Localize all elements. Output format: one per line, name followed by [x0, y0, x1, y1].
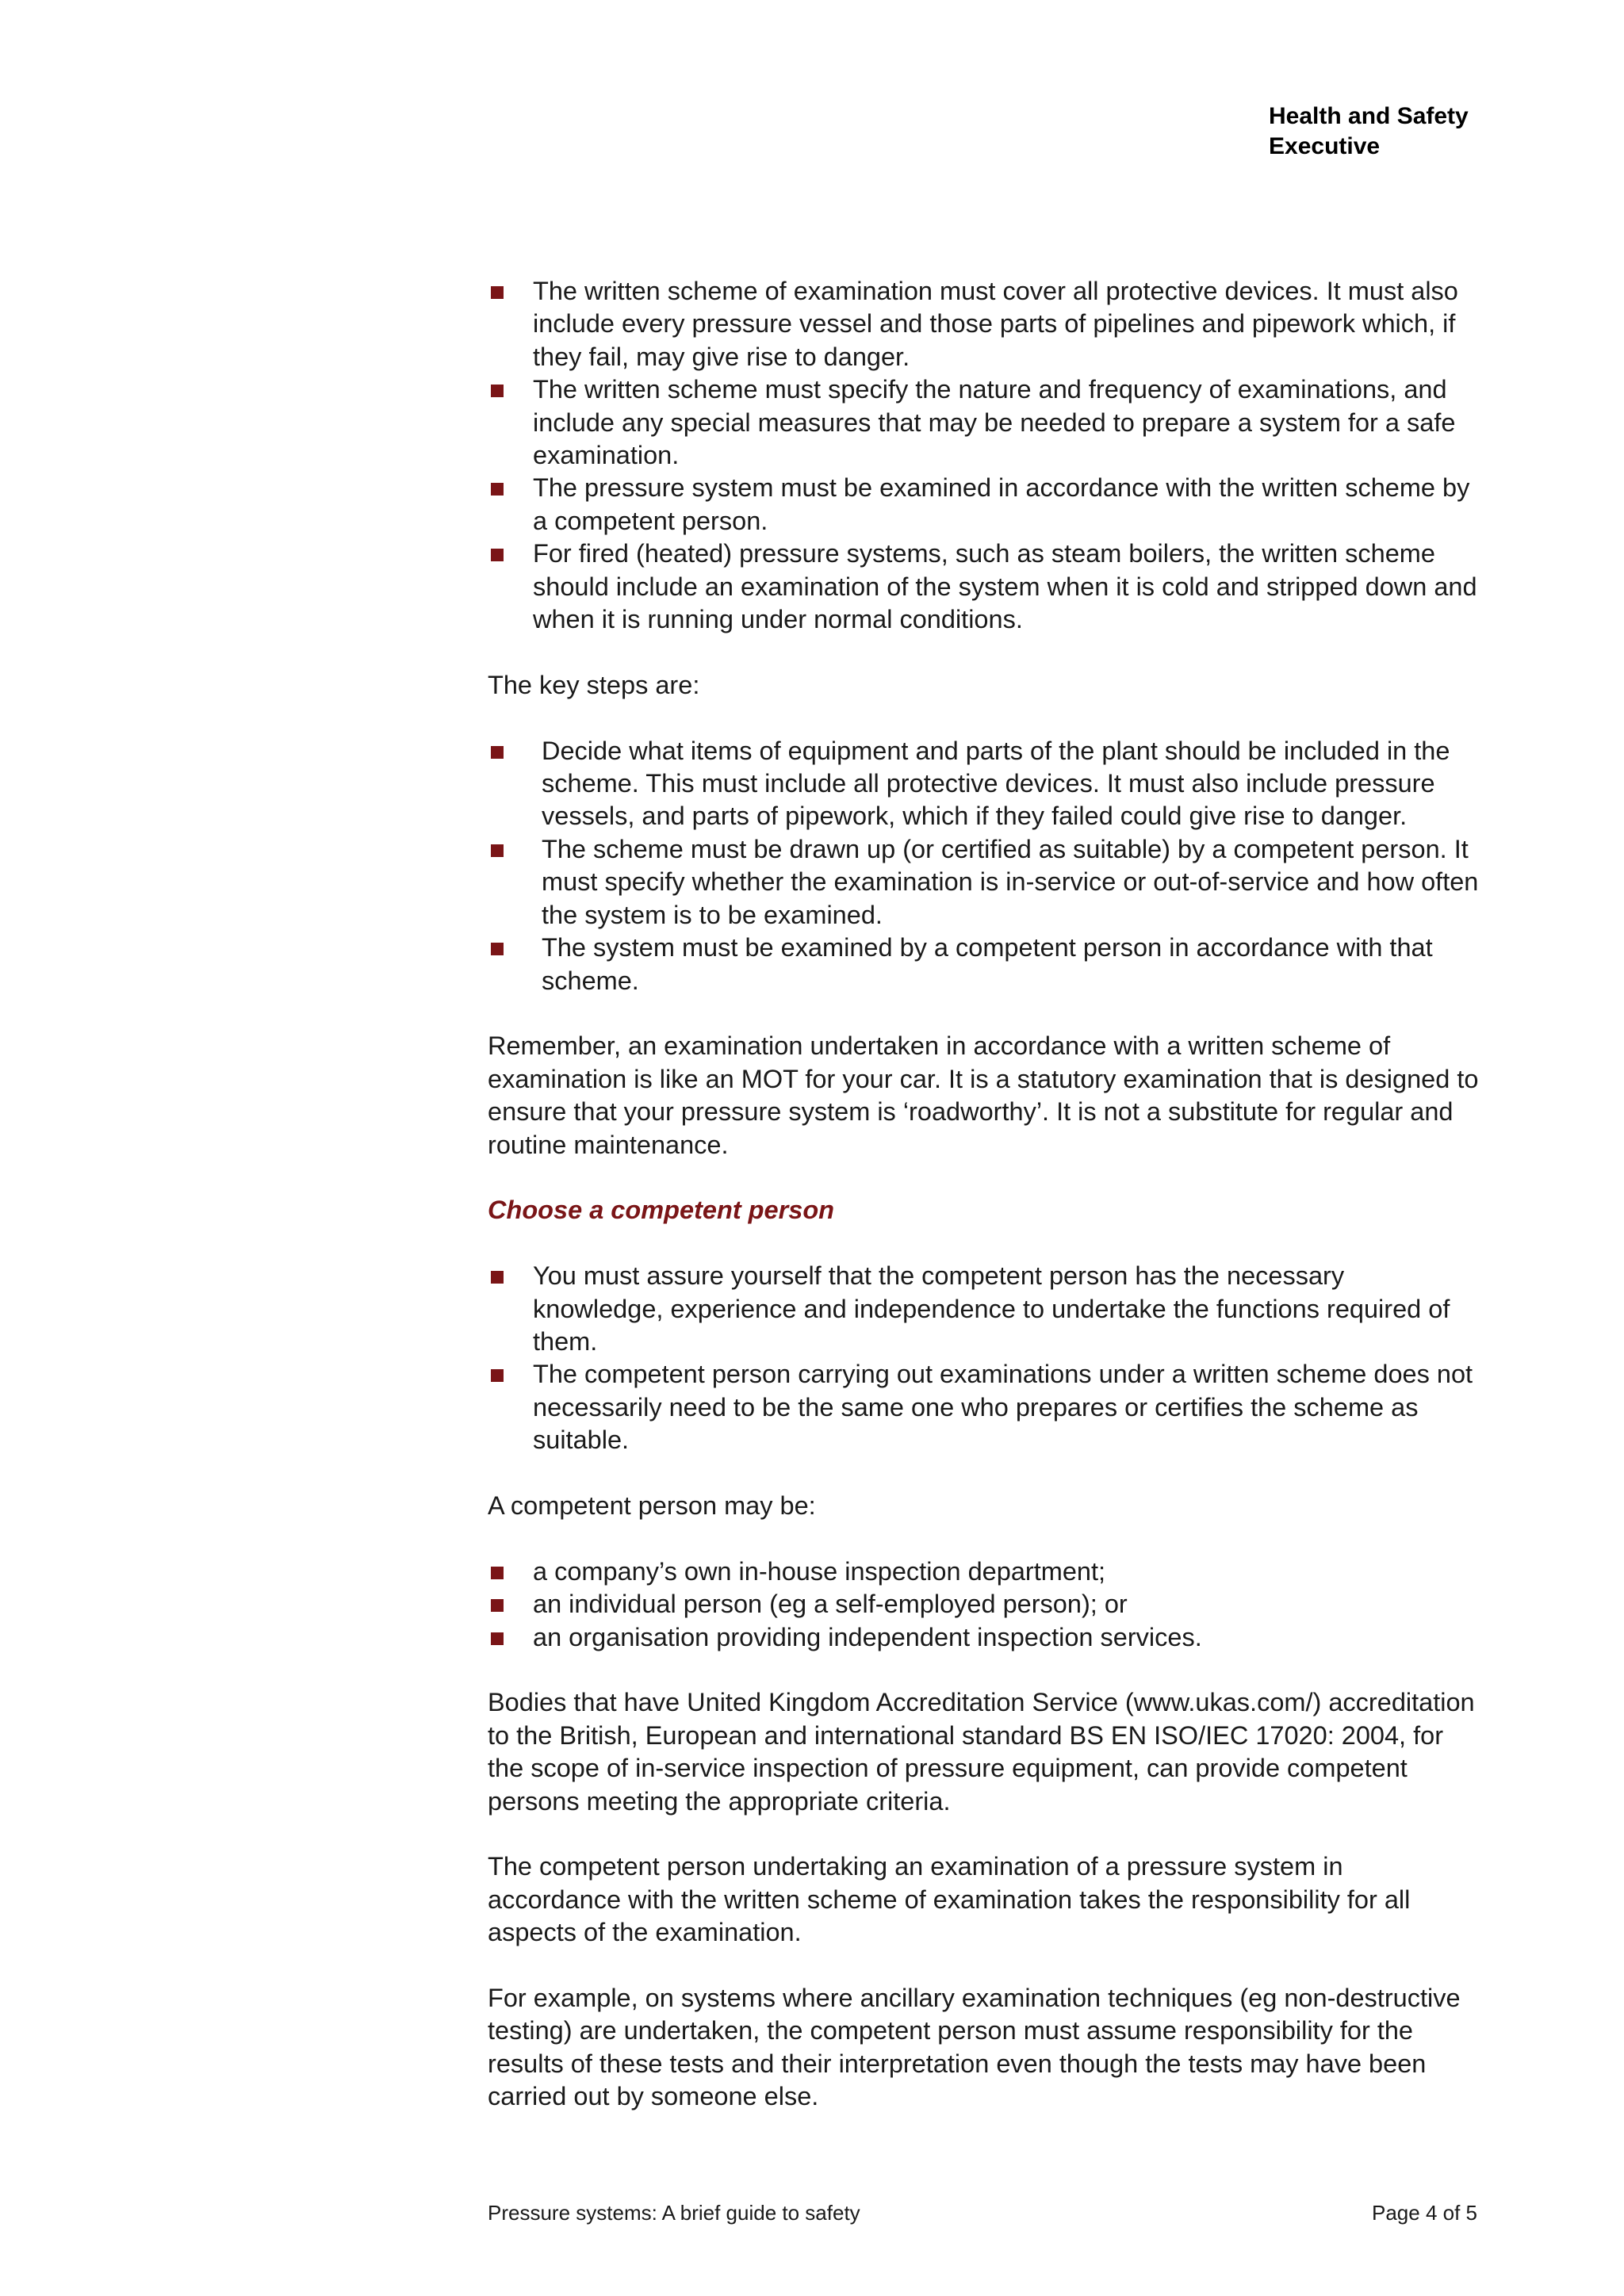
- square-bullet-icon: [491, 1599, 504, 1612]
- main-content: [488, 275, 1479, 2114]
- list-item: an individual person (eg a self-employed person); or: [488, 1588, 1479, 1621]
- square-bullet-icon: [491, 1632, 504, 1645]
- hse-logo: [1269, 101, 1469, 162]
- remember-paragraph: Remember, an examination undertaken in accordance with a written scheme of examination is like an MOT for your car. It is a statutory examination that is designed to ensure that your pressure system is ‘roadworthy’. It is not a substitute for regular and routine maintenance.: [488, 1031, 1479, 1159]
- key-steps-list: [488, 735, 1479, 997]
- square-bullet-icon: [491, 1271, 504, 1284]
- scheme-requirements-list: [488, 275, 1479, 636]
- square-bullet-icon: [491, 1567, 504, 1579]
- section-heading: Choose a competent person: [488, 1196, 835, 1225]
- may-be-intro: A competent person may be:: [488, 1490, 816, 1520]
- example-paragraph: For example, on systems where ancillary examination techniques (eg non-destructive testing) are undertaken, the competent person must assume responsibility for the results of these tests and their interpretation even though the tests may have been carried out by someone else.: [488, 1983, 1461, 2111]
- square-bullet-icon: [491, 385, 504, 397]
- list-item: The pressure system must be examined in accordance with the written scheme by a competent person.: [488, 472, 1479, 538]
- list-item: The written scheme of examination must cover all protective devices. It must also include every pressure vessel and those parts of pipelines and pipework which, if they fail, may give rise to danger.: [488, 275, 1479, 373]
- list-item: a company’s own in-house inspection department;: [488, 1556, 1479, 1588]
- list-item: The scheme must be drawn up (or certified as suitable) by a competent person. It must specify whether the examination is in-service or out-of-service and how often the system is to be examined.: [488, 833, 1479, 932]
- square-bullet-icon: [491, 549, 504, 561]
- square-bullet-icon: [491, 943, 504, 955]
- logo-line-1: Health and Safety: [1269, 103, 1469, 129]
- square-bullet-icon: [491, 286, 504, 299]
- square-bullet-icon: [491, 483, 504, 496]
- competent-person-list: [488, 1260, 1479, 1456]
- footer-title: Pressure systems: A brief guide to safety: [488, 2201, 860, 2225]
- list-item: Decide what items of equipment and parts of the plant should be included in the scheme. This must include all protective devices. It must also include pressure vessels, and parts of pipework, which if they failed could give rise to danger.: [488, 735, 1479, 833]
- ukas-paragraph: Bodies that have United Kingdom Accreditation Service (www.ukas.com/) accreditation to the British, European and international standard BS EN ISO/IEC 17020: 2004, for the scope of in-service inspection of pressure equipment, can provide competent persons meeting the appropriate criteria.: [488, 1688, 1475, 1816]
- list-item: You must assure yourself that the competent person has the necessary knowledge, experience and independence to undertake the functions required of them.: [488, 1260, 1479, 1358]
- list-item: The written scheme must specify the nature and frequency of examinations, and include any special measures that may be needed to prepare a system for a safe examination.: [488, 373, 1479, 472]
- list-item: For fired (heated) pressure systems, such as steam boilers, the written scheme should include an examination of the system when it is cold and stripped down and when it is running under normal conditions.: [488, 538, 1479, 636]
- square-bullet-icon: [491, 844, 504, 857]
- list-item: an organisation providing independent inspection services.: [488, 1621, 1479, 1654]
- key-steps-intro: The key steps are:: [488, 670, 700, 699]
- list-item: The competent person carrying out examinations under a written scheme does not necessarily need to be the same one who prepares or certifies the scheme as suitable.: [488, 1358, 1479, 1456]
- list-item: The system must be examined by a competent person in accordance with that scheme.: [488, 932, 1479, 997]
- square-bullet-icon: [491, 746, 504, 759]
- logo-line-2: Executive: [1269, 133, 1381, 159]
- responsibility-paragraph: The competent person undertaking an examination of a pressure system in accordance with the written scheme of examination takes the responsibility for all aspects of the examination.: [488, 1852, 1411, 1947]
- competent-person-types-list: [488, 1556, 1479, 1654]
- square-bullet-icon: [491, 1369, 504, 1382]
- page-number: Page 4 of 5: [1372, 2201, 1477, 2225]
